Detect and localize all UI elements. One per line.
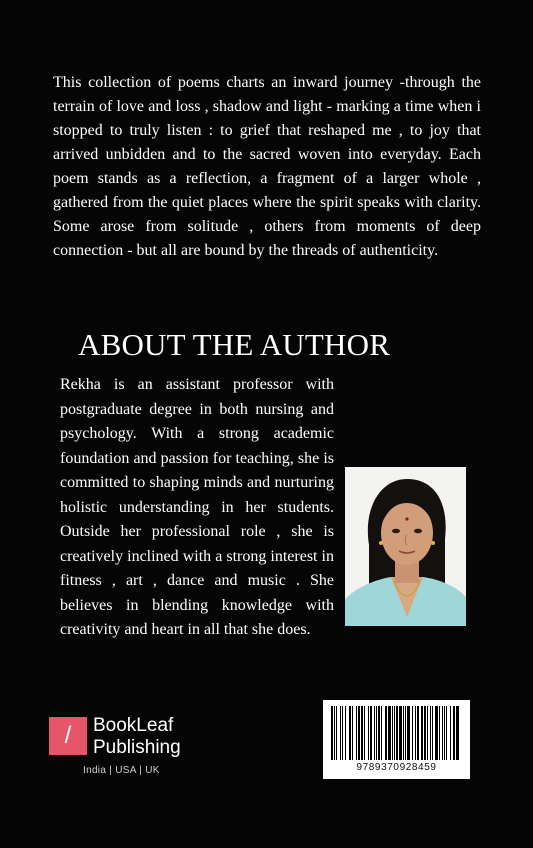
barcode-bar bbox=[412, 706, 413, 760]
barcode-bar bbox=[446, 706, 447, 760]
barcode-bar bbox=[432, 706, 433, 760]
barcode-bar bbox=[345, 706, 346, 760]
author-bio: Rekha is an assistant professor with postgraduate degree in both nursing and psychology. With a strong academic foundation and passion for teaching, she is committed to shaping minds and nurturing holistic understanding in her students. Outside her professional role , she is creatively inclined with a strong interest in fitness , art , dance and music . She believes in blending knowledge with creativity and heart in all that she does. bbox=[60, 376, 334, 638]
barcode-bar bbox=[368, 706, 369, 760]
barcode-bar bbox=[378, 706, 380, 760]
barcode-bar bbox=[370, 706, 372, 760]
barcode-bar bbox=[356, 706, 357, 760]
barcode-bar bbox=[435, 706, 438, 760]
barcode-bar bbox=[388, 706, 391, 760]
barcode-bar bbox=[334, 706, 335, 760]
barcode-bar bbox=[450, 706, 451, 760]
barcode-bar bbox=[364, 706, 365, 760]
barcode-bar bbox=[430, 706, 431, 760]
barcode-bar bbox=[352, 706, 353, 760]
barcode-bar bbox=[381, 706, 382, 760]
barcode-bar bbox=[405, 706, 406, 760]
barcode-bar bbox=[415, 706, 416, 760]
barcode-bars bbox=[330, 706, 463, 760]
publisher-logo-mark: / bbox=[49, 717, 87, 755]
barcode-bar bbox=[407, 706, 410, 760]
barcode-bar bbox=[342, 706, 343, 760]
publisher-logo bbox=[49, 717, 209, 777]
barcode-bar bbox=[439, 706, 440, 760]
isbn-number: 9789370928459 bbox=[356, 762, 437, 773]
publisher-name-line1: BookLeaf bbox=[93, 715, 174, 736]
barcode-bar bbox=[444, 706, 445, 760]
barcode-bar bbox=[336, 706, 337, 760]
barcode-bar bbox=[421, 706, 423, 760]
publisher-name-line2: Publishing bbox=[93, 737, 181, 758]
barcode-bar bbox=[374, 706, 375, 760]
publisher-regions: India | USA | UK bbox=[83, 765, 160, 776]
author-portrait-illustration bbox=[345, 467, 466, 626]
barcode-bar bbox=[396, 706, 398, 760]
barcode-bar bbox=[361, 706, 363, 760]
barcode-bar bbox=[358, 706, 360, 760]
barcode-bar bbox=[340, 706, 341, 760]
barcode-bar bbox=[349, 706, 351, 760]
barcode-bar bbox=[427, 706, 428, 760]
barcode-bar bbox=[453, 706, 455, 760]
barcode-bar bbox=[417, 706, 419, 760]
barcode-bar bbox=[385, 706, 387, 760]
author-photo bbox=[345, 467, 466, 626]
barcode-bar bbox=[442, 706, 443, 760]
barcode-bar bbox=[456, 706, 459, 760]
barcode-bar bbox=[424, 706, 426, 760]
about-author-heading: ABOUT THE AUTHOR bbox=[78, 327, 391, 362]
barcode-bar bbox=[376, 706, 377, 760]
barcode-bar bbox=[399, 706, 402, 760]
barcode-bar bbox=[392, 706, 393, 760]
barcode-bar bbox=[394, 706, 395, 760]
isbn-barcode bbox=[323, 700, 470, 779]
publisher-name bbox=[93, 715, 181, 759]
back-cover-blurb: This collection of poems charts an inward journey -through the terrain of love and loss , shadow and light - marking a time when i stopped to truly listen : to grief that reshaped me , to joy that arrived unbidden and to the sacred woven into everyday. Each poem stands as a reflection, a fragment of a larger whole , gathered from the quiet places where the spirit speaks with clarity. Some arose from solitude , others from moments of deep connection - but all are bound by the threads of authenticity. bbox=[53, 74, 481, 259]
barcode-bar bbox=[331, 706, 333, 760]
barcode-bar bbox=[403, 706, 404, 760]
